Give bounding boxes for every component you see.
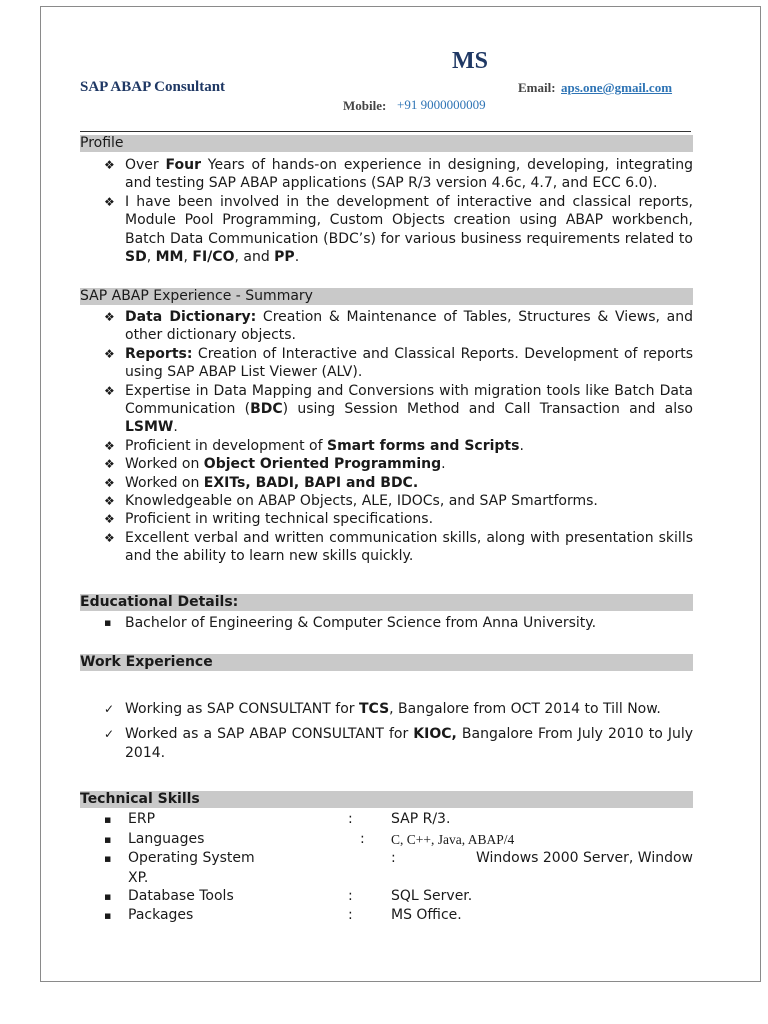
skill-value: Windows 2000 Server, Window [475, 850, 693, 866]
bold-text: Reports: [125, 345, 193, 362]
section-heading-experience-summary: SAP ABAP Experience - Summary [80, 288, 693, 305]
bold-text: Smart forms and Scripts [327, 437, 520, 454]
work-experience-list [80, 700, 693, 762]
profile-item [80, 193, 693, 267]
summary-item [80, 492, 693, 510]
square-bullet-icon: ▪ [104, 832, 112, 846]
text-run: Expertise in Data Mapping and Conversions with migration tools like Batch Data Communication ( [125, 382, 693, 418]
technical-skills-table [80, 810, 700, 926]
square-bullet-icon: ▪ [104, 813, 112, 826]
bold-text: Object Oriented Programming [203, 456, 442, 473]
bold-text: BDC [250, 401, 283, 418]
diamond-bullet-icon: ❖ [104, 310, 115, 324]
text-run: Bachelor of Engineering & Computer Science from Anna University. [125, 615, 597, 631]
square-bullet-icon: ▪ [104, 909, 112, 922]
text-run: Knowledgeable on ABAP Objects, ALE, IDOCs, and SAP Smartforms. [125, 493, 598, 510]
job-title: SAP ABAP Consultant [80, 79, 226, 95]
skill-colon: : [391, 850, 396, 866]
text-run: Bangalore From July 2010 to July 2014. [125, 726, 693, 761]
summary-item [80, 474, 693, 492]
bold-text: Four [165, 157, 201, 173]
square-bullet-icon: ▪ [104, 889, 112, 903]
email-link[interactable]: aps.one@gmail.com [561, 80, 673, 95]
bold-text: EXITs, BADI, BAPI and BDC. [203, 474, 419, 491]
education-item [80, 614, 693, 632]
skill-row-os-wrap [80, 869, 700, 887]
skill-colon: : [348, 887, 353, 904]
section-heading-work-experience: Work Experience [80, 654, 693, 671]
section-heading-profile: Profile [80, 135, 693, 152]
skill-row-erp [80, 810, 700, 830]
bold-text: TCS [358, 701, 390, 717]
skill-colon: : [360, 830, 365, 847]
skill-value-wrap: XP. [128, 869, 149, 886]
skill-value: SAP R/3. [391, 811, 451, 827]
diamond-bullet-icon: ❖ [104, 512, 115, 527]
summary-item [80, 510, 693, 528]
bold-text: Data Dictionary: [125, 309, 257, 325]
diamond-bullet-icon: ❖ [104, 383, 115, 398]
bold-text: SD [125, 249, 147, 266]
bold-text: PP [274, 249, 295, 266]
bold-text: LSMW [125, 419, 174, 436]
skill-colon: : [348, 811, 353, 827]
text-run: Proficient in writing technical specifications. [125, 511, 434, 528]
square-bullet-icon: ▪ [104, 852, 112, 865]
diamond-bullet-icon: ❖ [104, 494, 115, 509]
skill-row-database-tools [80, 887, 700, 907]
email-label: Email: [518, 80, 556, 95]
text-run: Excellent verbal and written communication skills, along with presentation skills and the ability to learn new skills quickly. [125, 529, 693, 565]
work-item [80, 700, 693, 718]
checkmark-icon: ✓ [104, 702, 115, 716]
diamond-bullet-icon: ❖ [104, 475, 115, 490]
skill-label: Packages [128, 907, 194, 923]
skill-row-operating-system [80, 849, 700, 869]
summary-item [80, 345, 693, 382]
skill-label: ERP [128, 811, 156, 827]
skill-colon: : [348, 907, 353, 923]
skill-row-languages [80, 830, 700, 850]
text-run: Working as SAP CONSULTANT for [125, 701, 359, 717]
diamond-bullet-icon: ❖ [104, 158, 115, 172]
mobile-number: +91 9000000009 [397, 97, 486, 112]
summary-item [80, 308, 693, 345]
text-run: , [183, 249, 193, 266]
text-run: Worked on [125, 474, 204, 491]
bold-text: KIOC, [413, 726, 457, 743]
skill-value: C, C++, Java, ABAP/4 [391, 831, 515, 847]
summary-item [80, 382, 693, 437]
skill-value: MS Office. [391, 907, 462, 923]
section-heading-technical-skills: Technical Skills [80, 791, 693, 808]
text-run: . [173, 419, 178, 436]
text-run: , Bangalore from OCT 2014 to Till Now. [389, 701, 661, 717]
profile-list [80, 156, 693, 266]
summary-item [80, 437, 693, 455]
diamond-bullet-icon: ❖ [104, 438, 115, 453]
skill-label: Database Tools [128, 887, 234, 904]
text-run: . [441, 456, 446, 473]
diamond-bullet-icon: ❖ [104, 346, 115, 361]
text-run: . [519, 437, 524, 454]
text-run: Years of hands-on experience in designing, developing, integrating and testing SAP ABAP applications (SAP R/3 version 4.6c, 4.7, and ECC 6.0). [125, 157, 694, 192]
text-run: Worked on [125, 456, 204, 473]
diamond-bullet-icon: ❖ [104, 194, 115, 209]
candidate-name: MS [452, 48, 488, 74]
skill-row-packages [80, 906, 700, 926]
summary-item [80, 529, 693, 566]
experience-summary-list [80, 308, 693, 566]
header-divider [80, 131, 691, 132]
profile-item [80, 156, 693, 193]
checkmark-icon: ✓ [104, 727, 115, 742]
skill-label: Operating System [128, 850, 255, 866]
text-run: I have been involved in the development of interactive and classical reports, Module Pool Programming, Custom Objects creation using ABAP workbench, Batch Data Communication (BDC’s) for various business requirements related to [125, 193, 693, 247]
diamond-bullet-icon: ❖ [104, 530, 115, 545]
summary-item [80, 455, 693, 473]
text-run: Proficient in development of [125, 437, 328, 454]
text-run: . [294, 249, 300, 266]
text-run: , and [234, 249, 275, 266]
text-run: , [146, 249, 156, 266]
text-run: Creation of Interactive and Classical Reports. Development of reports using SAP ABAP List Viewer (ALV). [125, 345, 693, 381]
text-run: Worked as a SAP ABAP CONSULTANT for [125, 726, 414, 743]
bold-text: FI/CO [192, 249, 235, 266]
text-run: Over [125, 157, 166, 173]
mobile-label: Mobile: [343, 98, 387, 113]
skill-value: SQL Server. [391, 887, 473, 904]
work-item [80, 725, 693, 762]
bold-text: MM [155, 249, 184, 266]
section-heading-education: Educational Details: [80, 594, 693, 611]
education-list [80, 614, 693, 632]
diamond-bullet-icon: ❖ [104, 457, 115, 472]
text-run: ) using Session Method and Call Transaction and also [282, 401, 693, 418]
text-run: Creation & Maintenance of Tables, Structures & Views, and other dictionary objects. [125, 309, 693, 344]
skill-label: Languages [128, 830, 205, 847]
square-bullet-icon: ▪ [104, 616, 112, 629]
